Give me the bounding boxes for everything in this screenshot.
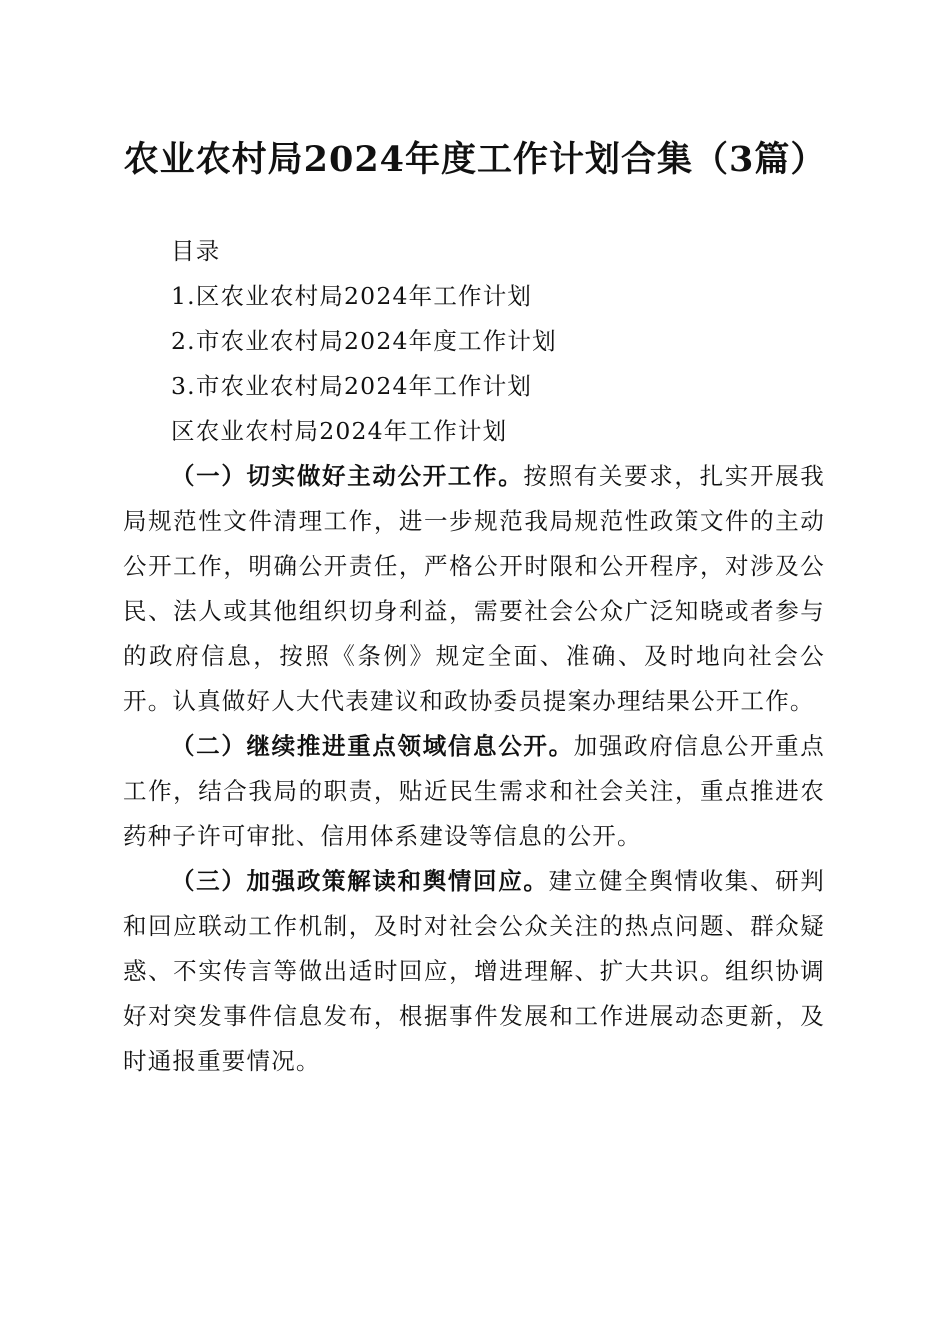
section-title: 区农业农村局2024年工作计划	[171, 417, 508, 445]
paragraph-1	[123, 454, 825, 724]
paragraph-3-body: 建立健全舆情收集、研判和回应联动工作机制，及时对社会公众关注的热点问题、群众疑惑、不实传言等做出适时回应，增进理解、扩大共识。组织协调好对突发事件信息发布，根据事件发展和工作进展动态更新，及时通报重要情况。	[123, 867, 825, 1075]
paragraph-2-body: 加强政府信息公开重点工作，结合我局的职责，贴近民生需求和社会关注，重点推进农药种子许可审批、信用体系建设等信息的公开。	[123, 732, 825, 850]
paragraph-3	[123, 859, 825, 1084]
toc-item-1: 1.区农业农村局2024年工作计划	[171, 282, 533, 310]
paragraph-2	[123, 724, 825, 859]
paragraph-1-body: 按照有关要求，扎实开展我局规范性文件清理工作，进一步规范我局规范性政策文件的主动公开工作，明确公开责任，严格公开时限和公开程序，对涉及公民、法人或其他组织切身利益，需要社会公众广泛知晓或者参与的政府信息，按照《条例》规定全面、准确、及时地向社会公开。认真做好人大代表建议和政协委员提案办理结果公开工作。	[123, 462, 825, 715]
paragraph-3-lead: （三）加强政策解读和舆情回应。	[171, 867, 549, 895]
paragraph-2-lead: （二）继续推进重点领域信息公开。	[171, 732, 574, 760]
toc-item-3: 3.市农业农村局2024年工作计划	[171, 372, 533, 400]
toc-item-2: 2.市农业农村局2024年度工作计划	[171, 327, 557, 355]
paragraph-1-lead: （一）切实做好主动公开工作。	[171, 462, 524, 490]
toc-heading: 目录	[171, 237, 221, 265]
document-title: 农业农村局2024年度工作计划合集（3篇）	[123, 139, 827, 180]
document-body	[123, 229, 825, 1084]
